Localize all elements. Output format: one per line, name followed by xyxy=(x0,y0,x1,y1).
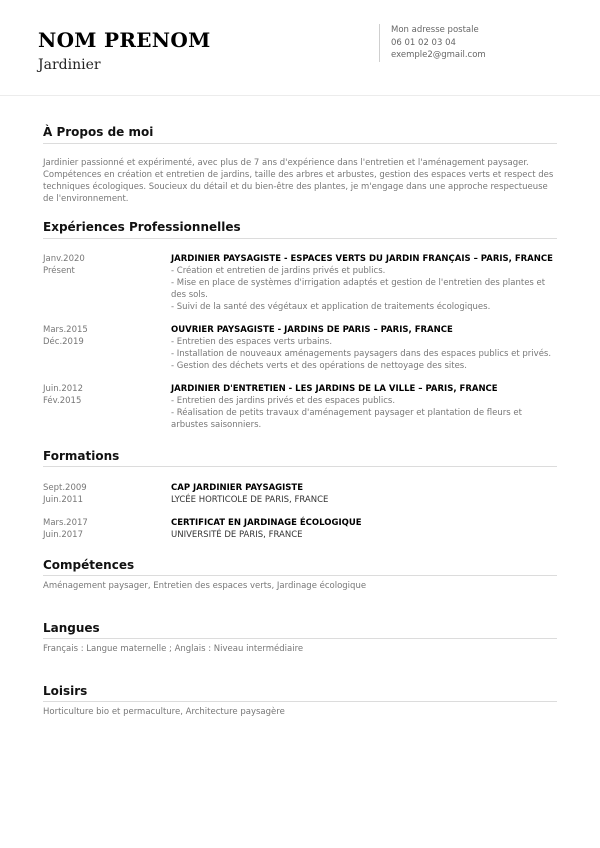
languages-section-title: Langues xyxy=(43,621,100,635)
experience-bullet: - Installation de nouveaux aménagements paysagers dans des espaces publics et privés. xyxy=(171,348,557,360)
experience-end: Fév.2015 xyxy=(43,396,82,406)
hobbies-section-title: Loisirs xyxy=(43,684,88,698)
education-start: Mars.2017 xyxy=(43,518,88,528)
hobbies-section-divider xyxy=(43,701,557,702)
about-section-title: À Propos de moi xyxy=(43,125,154,139)
about-section-divider xyxy=(43,143,557,144)
experience-end: Déc.2019 xyxy=(43,337,84,347)
experience-start: Juin.2012 xyxy=(43,384,83,394)
contact-phone: 06 01 02 03 04 xyxy=(391,37,456,48)
education-end: Juin.2011 xyxy=(43,495,83,505)
experience-section-title: Expériences Professionnelles xyxy=(43,220,241,234)
experience-bullet: - Entretien des jardins privés et des espaces publics. xyxy=(171,395,557,407)
education-end: Juin.2017 xyxy=(43,530,83,540)
education-title: CAP JARDINIER PAYSAGISTE xyxy=(171,483,304,493)
education-dates xyxy=(43,517,88,541)
contact-block xyxy=(379,24,486,62)
education-dates xyxy=(43,482,87,506)
experience-dates xyxy=(43,383,83,407)
education-section-divider xyxy=(43,466,557,467)
experience-title: OUVRIER PAYSAGISTE - JARDINS DE PARIS – PARIS, FRANCE xyxy=(171,325,453,335)
education-title: CERTIFICAT EN JARDINAGE ÉCOLOGIQUE xyxy=(171,518,362,528)
experience-end: Présent xyxy=(43,266,75,276)
languages-text: Français : Langue maternelle ; Anglais : Niveau intermédiaire xyxy=(43,644,304,654)
experience-dates xyxy=(43,253,85,277)
hobbies-text: Horticulture bio et permaculture, Architecture paysagère xyxy=(43,707,285,717)
experience-bullet: - Mise en place de systèmes d'irrigation adaptés et gestion de l'entretien des plantes et des sols. xyxy=(171,277,557,301)
education-school: UNIVERSITÉ DE PARIS, FRANCE xyxy=(171,530,303,540)
education-school: LYCÉE HORTICOLE DE PARIS, FRANCE xyxy=(171,495,329,505)
experience-title: JARDINIER D'ENTRETIEN - LES JARDINS DE LA VILLE – PARIS, FRANCE xyxy=(171,384,498,394)
experience-bullet: - Suivi de la santé des végétaux et application de traitements écologiques. xyxy=(171,301,557,313)
about-text: Jardinier passionné et expérimenté, avec plus de 7 ans d'expérience dans l'entretien et l'aménagement paysager. Compétences en création et entretien de jardins, taille des arbres et arbustes, gestion des espaces verts et respect des techniques écologiques. Soucieux du détail et du bien-être des plantes, je m'engage dans une approche respectueuse de l'environnement. xyxy=(43,158,554,204)
skills-section-divider xyxy=(43,575,557,576)
education-section-title: Formations xyxy=(43,449,120,463)
experience-start: Janv.2020 xyxy=(43,254,85,264)
header-divider xyxy=(0,95,600,96)
experience-start: Mars.2015 xyxy=(43,325,88,335)
education-start: Sept.2009 xyxy=(43,483,87,493)
experience-entry xyxy=(171,383,557,431)
experience-bullet: - Gestion des déchets verts et des opérations de nettoyage des sites. xyxy=(171,360,557,372)
contact-address: Mon adresse postale xyxy=(391,25,479,35)
experience-entry xyxy=(171,324,557,372)
candidate-name: NOM PRENOM xyxy=(38,28,211,52)
experience-title: JARDINIER PAYSAGISTE - ESPACES VERTS DU JARDIN FRANÇAIS – PARIS, FRANCE xyxy=(171,254,553,264)
experience-bullet: - Création et entretien de jardins privés et publics. xyxy=(171,265,557,277)
education-entry xyxy=(171,482,557,506)
contact-email: exemple2@gmail.com xyxy=(391,50,486,60)
education-entry xyxy=(171,517,557,541)
languages-section-divider xyxy=(43,638,557,639)
job-title: Jardinier xyxy=(38,57,101,73)
experience-dates xyxy=(43,324,88,348)
experience-bullet: - Entretien des espaces verts urbains. xyxy=(171,336,557,348)
experience-section-divider xyxy=(43,238,557,239)
skills-text: Aménagement paysager, Entretien des espaces verts, Jardinage écologique xyxy=(43,581,367,591)
experience-entry xyxy=(171,253,557,313)
experience-bullet: - Réalisation de petits travaux d'aménagement paysager et plantation de fleurs et arbustes saisonniers. xyxy=(171,407,557,431)
skills-section-title: Compétences xyxy=(43,558,135,572)
